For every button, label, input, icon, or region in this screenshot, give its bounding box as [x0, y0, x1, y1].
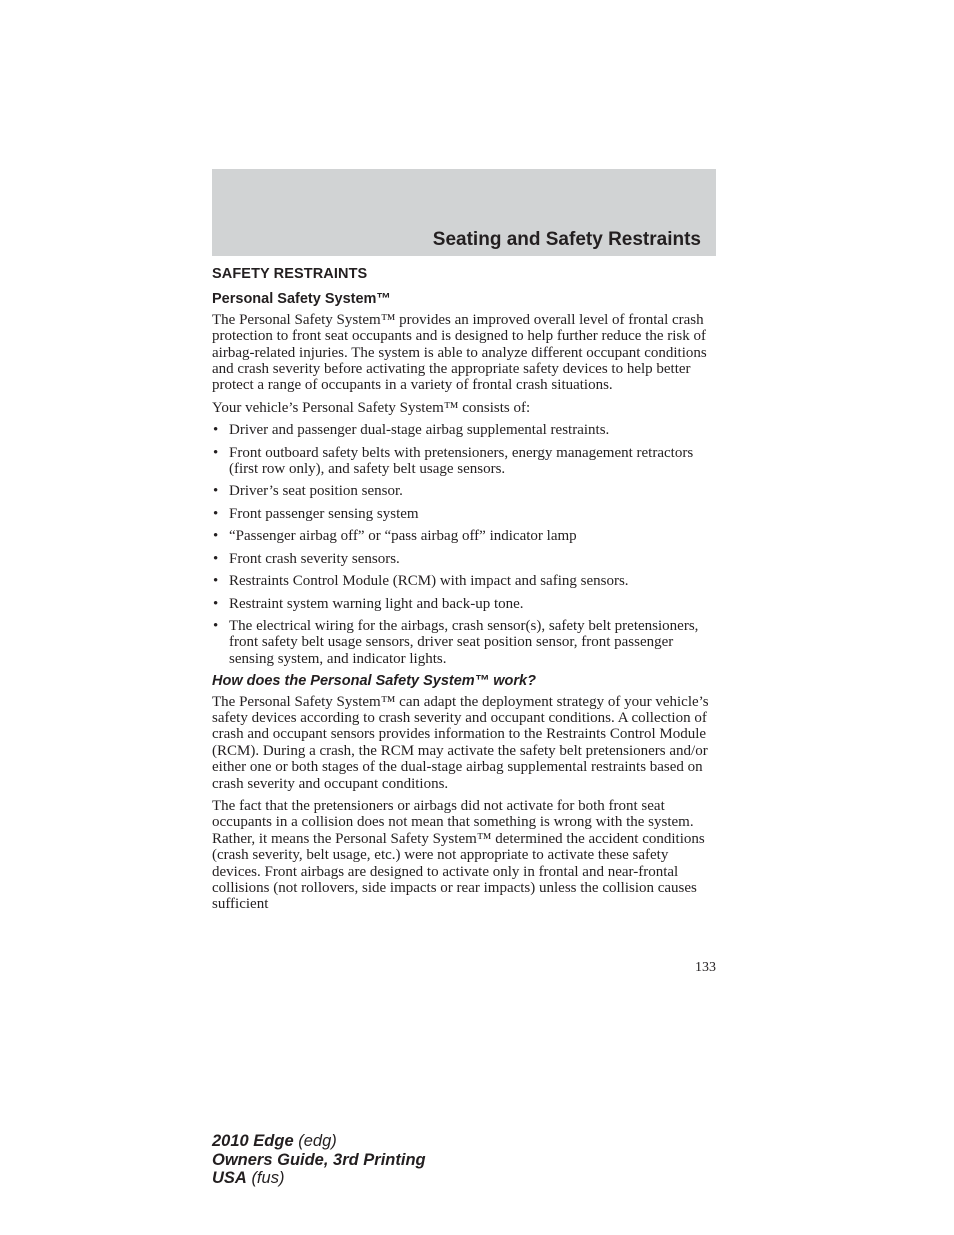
bullet-icon: • — [213, 617, 219, 634]
footer-line-model: 2010 Edge (edg) — [212, 1132, 337, 1150]
bullet-icon: • — [213, 573, 219, 590]
paragraph-pss-consists: Your vehicle’s Personal Safety System™ consists of: — [212, 399, 531, 416]
page-content — [212, 266, 718, 919]
bullet-icon: • — [213, 505, 219, 522]
bullet-icon: • — [213, 595, 219, 612]
list-item: • The electrical wiring for the airbags, crash sensor(s), safety belt pretensioners, front safety belt usage sensors, driver seat position sensor, front passenger sensing system, and indicator lights. — [213, 617, 699, 667]
pss-components-list — [212, 422, 718, 667]
list-item: • Driver’s seat position sensor. — [213, 483, 403, 500]
paragraph-how-it-works-2: The fact that the pretensioners or airbags did not activate for both front seat occupants in a collision does not mean that something is wrong with the system. Rather, it means the Personal Safety System™ determined the accident conditions (crash severity, belt usage, etc.) were not appropriate to activate these safety devices. Front airbags are designed to activate only in frontal and near-frontal collisions (not rollovers, side impacts or rear impacts) unless the collision causes sufficient — [212, 797, 705, 913]
footer-line-edition: Owners Guide, 3rd Printing — [212, 1150, 426, 1169]
bullet-icon: • — [213, 444, 219, 461]
paragraph-how-it-works-1: The Personal Safety System™ can adapt the deployment strategy of your vehicle’s safety devices according to crash severity and occupant conditions. A collection of crash and occupant sensors provides information to the Restraints Control Module (RCM). During a crash, the RCM may activate the safety belt pretensioners and/or either one or both stages of the dual-stage airbag supplemental restraints based on crash severity and occupant conditions. — [212, 693, 709, 792]
page-number: 133 — [695, 960, 716, 975]
list-item: • “Passenger airbag off” or “pass airbag off” indicator lamp — [213, 528, 577, 545]
footer-line-market: USA (fus) — [212, 1169, 285, 1187]
chapter-header-band — [212, 169, 716, 256]
bullet-icon: • — [213, 550, 219, 567]
chapter-title: Seating and Safety Restraints — [432, 229, 701, 250]
list-item: • Driver and passenger dual-stage airbag supplemental restraints. — [213, 422, 610, 439]
subsection-title-how-it-works: How does the Personal Safety System™ work? — [212, 673, 536, 690]
list-item: • Restraint system warning light and back-up tone. — [213, 595, 524, 612]
bullet-icon: • — [213, 528, 219, 545]
subsection-title-personal-safety-system: Personal Safety System™ — [212, 291, 391, 308]
list-item: • Front crash severity sensors. — [213, 550, 400, 567]
list-item: • Front passenger sensing system — [213, 505, 419, 522]
section-title: SAFETY RESTRAINTS — [212, 266, 368, 282]
bullet-icon: • — [213, 483, 219, 500]
document-footer — [212, 1132, 426, 1188]
list-item: • Front outboard safety belts with pretensioners, energy management retractors (first row only), and safety belt usage sensors. — [213, 444, 694, 478]
paragraph-pss-intro: The Personal Safety System™ provides an improved overall level of frontal crash protection to front seat occupants and is designed to help further reduce the risk of airbag-related injuries. The system is able to analyze different occupant conditions and crash severity before activating the appropriate safety devices to help better protect a range of occupants in a variety of frontal crash situations. — [212, 311, 707, 394]
list-item: • Restraints Control Module (RCM) with impact and safing sensors. — [213, 573, 629, 590]
bullet-icon: • — [213, 422, 219, 439]
